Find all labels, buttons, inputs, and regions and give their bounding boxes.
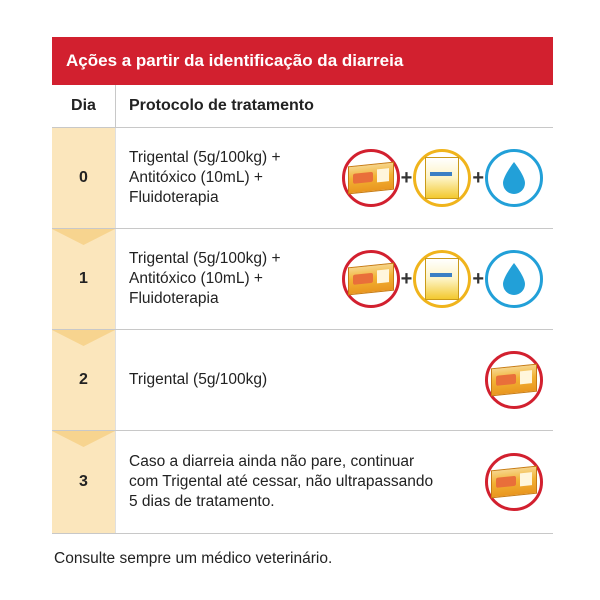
protocol-line: com Trigental até cessar, não ultrapassando — [129, 472, 434, 490]
protocol-cell — [115, 229, 553, 329]
protocol-line: Antitóxico (10mL) + — [129, 168, 263, 186]
plus-sign: + — [472, 167, 484, 189]
day-cell — [52, 128, 115, 228]
footer-note: Consulte sempre um médico veterinário. — [54, 550, 333, 567]
medication-icons — [485, 351, 543, 409]
medication-icons — [342, 149, 543, 207]
protocol-text — [129, 249, 304, 309]
protocol-line: Antitóxico (10mL) + — [129, 269, 263, 287]
plus-sign: + — [400, 167, 413, 189]
day-number: 0 — [79, 169, 88, 186]
trigental-box-icon — [485, 351, 543, 409]
protocol-cell — [115, 330, 553, 430]
protocol-line: Fluidoterapia — [129, 189, 219, 207]
day-cell — [52, 431, 115, 533]
antitoxico-box-icon — [413, 149, 471, 207]
plus-sign: + — [400, 268, 413, 290]
protocol-cell — [115, 128, 553, 228]
table-row — [52, 431, 553, 534]
chevron-icon — [52, 431, 115, 447]
header-day: Dia — [71, 97, 96, 114]
treatment-table — [52, 37, 553, 534]
protocol-line: Trigental (5g/100kg) — [129, 370, 268, 388]
protocol-line: Trigental (5g/100kg) + — [129, 148, 281, 166]
medication-icons — [342, 250, 543, 308]
table-row — [52, 128, 553, 229]
fluid-drop-icon — [485, 149, 543, 207]
fluid-drop-icon — [485, 250, 543, 308]
protocol-cell — [115, 431, 553, 533]
protocol-line: Caso a diarreia ainda não pare, continuar — [129, 452, 415, 470]
day-number: 1 — [79, 270, 88, 287]
protocol-line: Fluidoterapia — [129, 290, 219, 308]
protocol-text — [129, 452, 469, 512]
table-header-row — [52, 85, 553, 128]
day-cell — [52, 330, 115, 430]
trigental-box-icon — [342, 250, 400, 308]
table-title: Ações a partir da identificação da diarreia — [52, 37, 553, 85]
plus-sign: + — [472, 268, 484, 290]
protocol-line: Trigental (5g/100kg) + — [129, 249, 281, 267]
day-number: 3 — [79, 473, 88, 490]
protocol-line: 5 dias de tratamento. — [129, 493, 275, 511]
header-protocol: Protocolo de tratamento — [115, 85, 314, 127]
day-number: 2 — [79, 371, 88, 388]
protocol-text — [129, 370, 304, 390]
table-row — [52, 330, 553, 431]
medication-icons — [485, 453, 543, 511]
trigental-box-icon — [485, 453, 543, 511]
table-row — [52, 229, 553, 330]
chevron-icon — [52, 330, 115, 346]
antitoxico-box-icon — [413, 250, 471, 308]
trigental-box-icon — [342, 149, 400, 207]
chevron-icon — [52, 229, 115, 245]
protocol-text — [129, 148, 304, 208]
day-cell — [52, 229, 115, 329]
